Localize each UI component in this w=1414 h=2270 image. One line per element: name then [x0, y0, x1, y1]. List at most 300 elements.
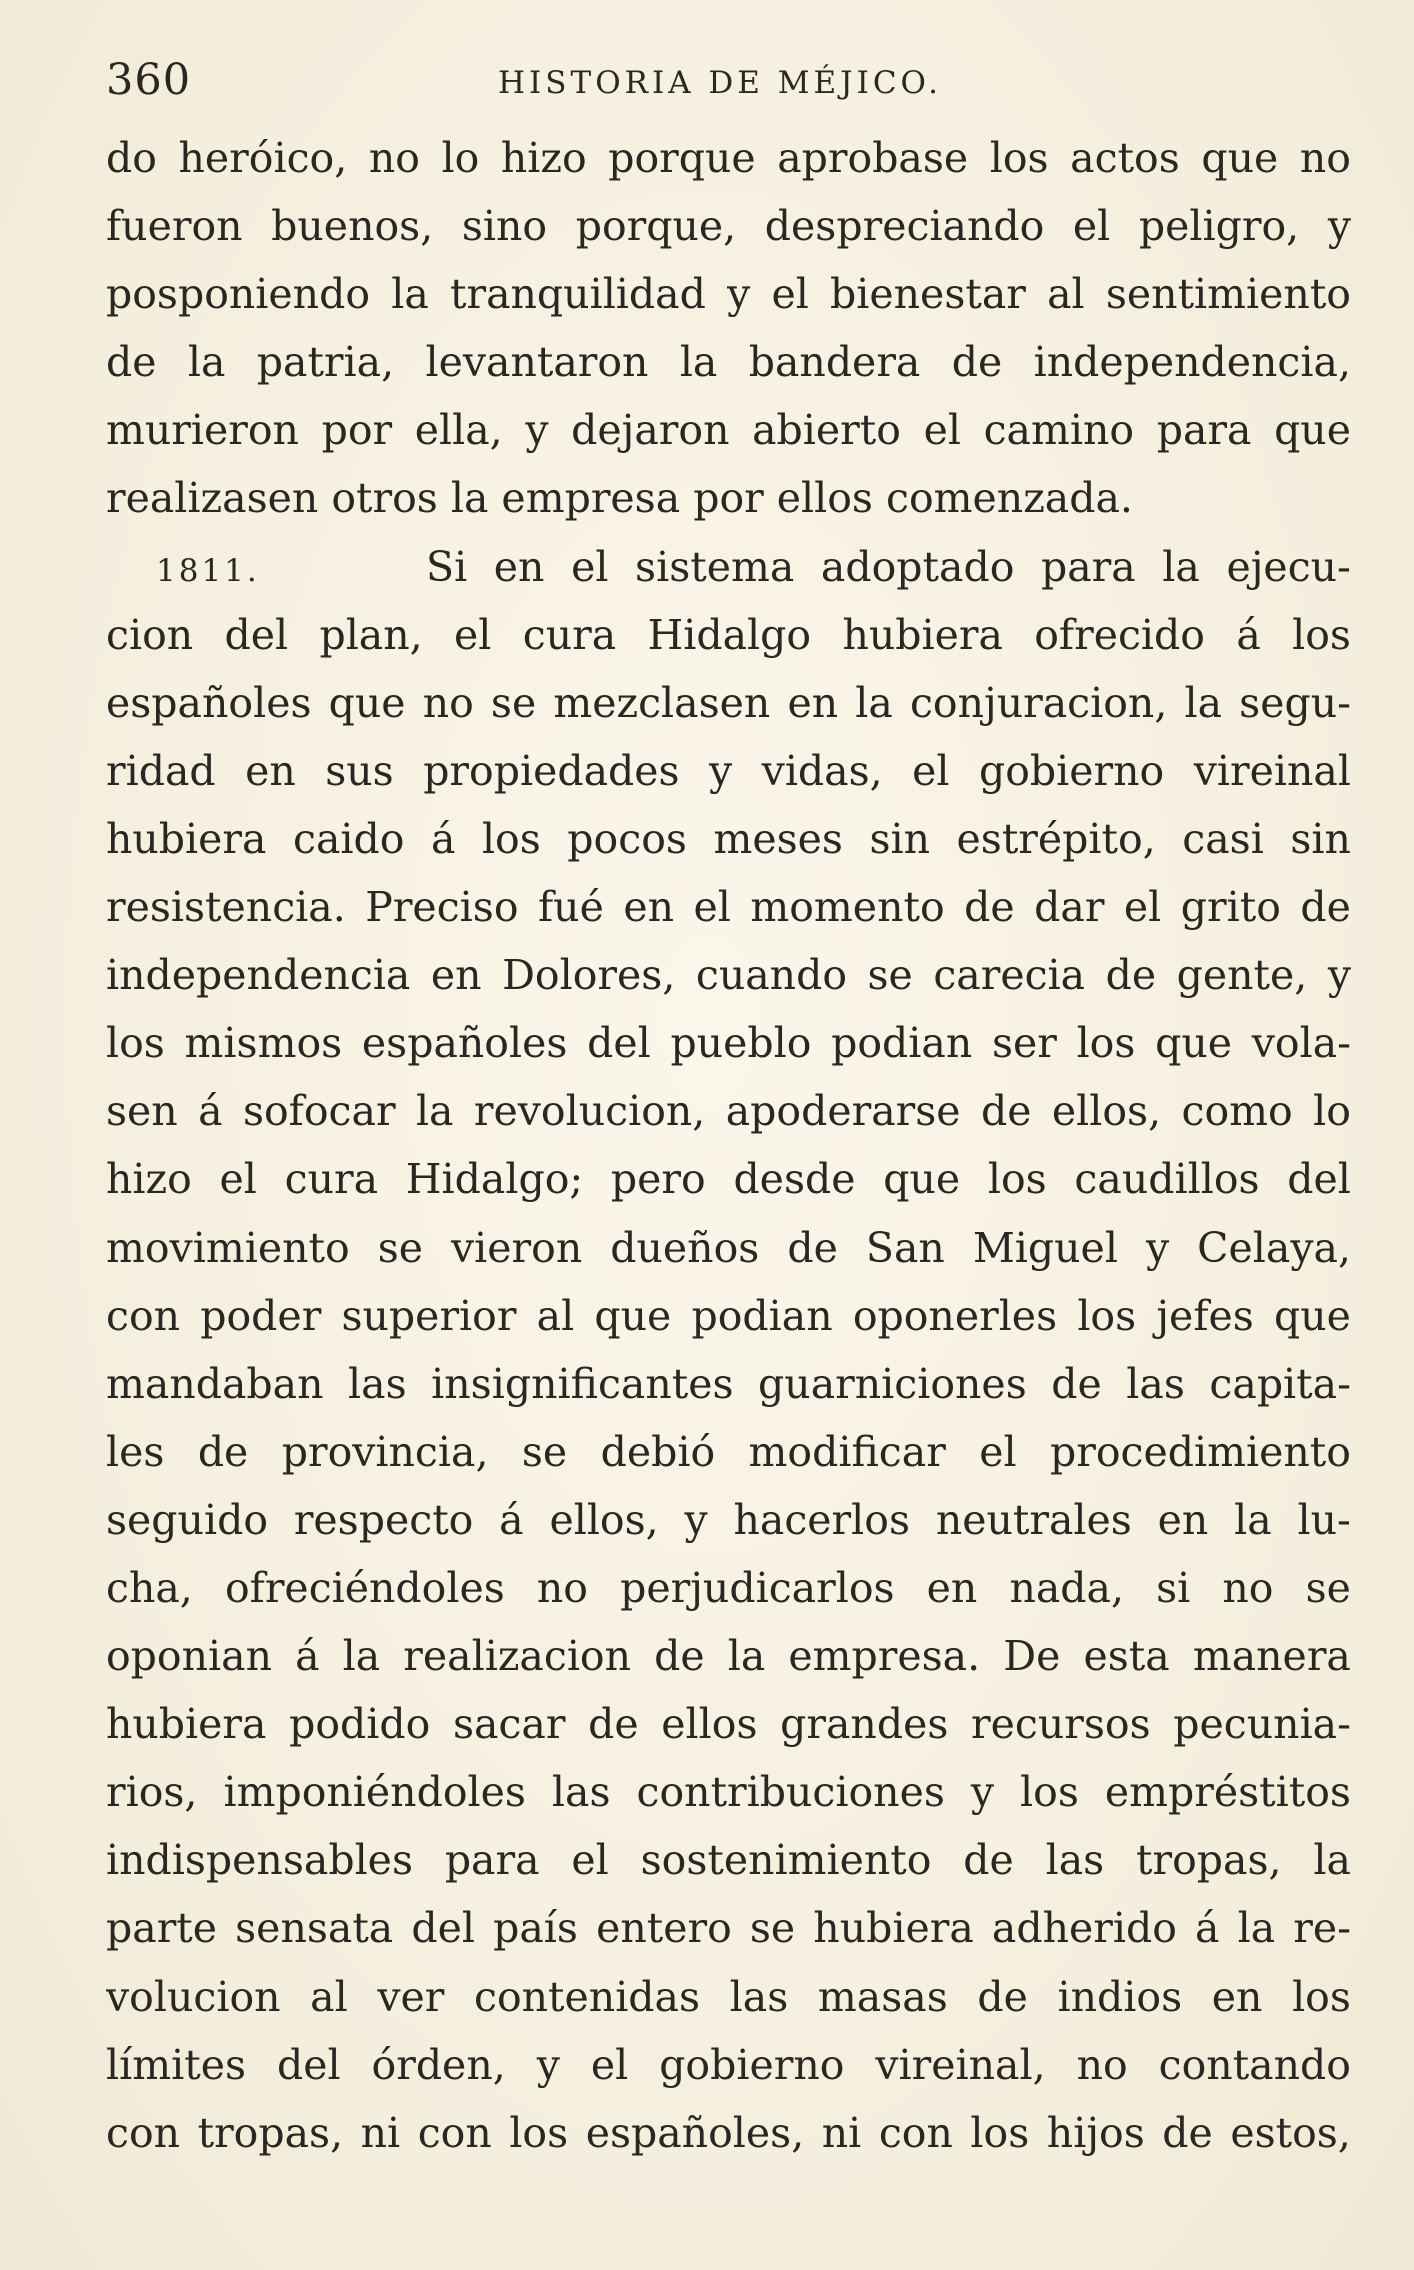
- word: bienestar: [830, 270, 1026, 319]
- word: para: [1040, 542, 1136, 591]
- word: podian: [691, 1291, 833, 1340]
- word: á: [1236, 610, 1261, 659]
- word: conjuracion,: [909, 678, 1168, 727]
- word: españoles: [361, 1019, 568, 1068]
- word: los: [509, 2108, 569, 2157]
- word: lo: [1313, 1087, 1351, 1136]
- word: ser: [991, 1019, 1057, 1068]
- word: contenidas: [474, 1972, 701, 2021]
- word: podido: [289, 1700, 431, 1749]
- text-line: [106, 1145, 1351, 1213]
- word: el: [454, 610, 492, 659]
- word: neutrales: [935, 1495, 1132, 1544]
- word: las: [348, 1359, 407, 1408]
- word: se: [867, 951, 913, 1000]
- text-line: [106, 1963, 1351, 2031]
- word: ellos: [661, 1700, 758, 1749]
- word: las: [1045, 1836, 1105, 1885]
- word: del: [411, 1904, 475, 1953]
- text-line: [106, 1214, 1351, 1282]
- word: sen: [106, 1087, 178, 1136]
- word: plan,: [319, 610, 423, 659]
- word: la: [1162, 542, 1200, 591]
- word: sistema: [635, 542, 795, 591]
- word: rios,: [106, 1768, 198, 1817]
- word: empresa.: [788, 1632, 981, 1681]
- word: con: [106, 2108, 181, 2157]
- word: sus: [325, 746, 394, 795]
- word: sacar: [452, 1700, 566, 1749]
- word: que: [1201, 134, 1279, 182]
- word: de: [977, 1972, 1028, 2021]
- word: de: [1162, 2108, 1213, 2157]
- word: fué: [537, 883, 604, 932]
- word: la: [342, 1632, 381, 1681]
- word: independencia: [106, 951, 411, 1000]
- year-marker: 1811.: [156, 552, 260, 589]
- word: estos,: [1230, 2108, 1351, 2157]
- word: el: [771, 270, 809, 319]
- word: el: [1072, 202, 1111, 251]
- word: de: [197, 1427, 249, 1476]
- word: límites: [106, 2040, 246, 2089]
- word: los: [970, 2108, 1030, 2157]
- word: masas: [817, 1972, 948, 2021]
- text-line: [106, 2031, 1351, 2099]
- word: respecto: [293, 1495, 474, 1544]
- text-line: [106, 1894, 1351, 1962]
- word: porque,: [575, 202, 737, 251]
- word: grito: [1180, 883, 1281, 932]
- word: grandes: [780, 1700, 949, 1749]
- word: porque: [608, 134, 756, 182]
- word: los: [1077, 1291, 1137, 1340]
- word: Preciso: [365, 883, 519, 932]
- word: actos: [1070, 134, 1180, 182]
- word: camino: [983, 406, 1135, 455]
- paragraph-2: [106, 533, 1351, 2167]
- word: indispensables: [106, 1836, 413, 1885]
- page-header: [106, 50, 1351, 110]
- word: la: [391, 270, 429, 319]
- text-line: [106, 737, 1351, 805]
- word: San: [865, 1223, 945, 1272]
- word: hacerlos: [733, 1495, 910, 1544]
- word: dar: [1034, 883, 1105, 932]
- word: en: [623, 883, 674, 932]
- word: sentimiento: [1105, 270, 1351, 319]
- word: hijos: [1046, 2108, 1145, 2157]
- word: no: [1299, 134, 1351, 182]
- paragraph-1: [106, 124, 1351, 533]
- word: momento: [750, 883, 945, 932]
- word: superior: [341, 1291, 517, 1340]
- word: mandaban: [106, 1359, 324, 1408]
- word: fueron: [106, 202, 243, 251]
- word: pecunia-: [1173, 1700, 1351, 1749]
- word: tropas,: [1136, 1836, 1282, 1885]
- word: de: [787, 1223, 838, 1272]
- word: los: [481, 814, 541, 863]
- word: á: [1195, 1904, 1220, 1953]
- word: que: [594, 1291, 672, 1340]
- text-line: [106, 2099, 1351, 2167]
- word: contando: [1158, 2040, 1351, 2089]
- word: la: [1234, 1495, 1272, 1544]
- word: bandera: [748, 338, 921, 387]
- word: hubiera: [813, 1904, 974, 1953]
- word: insignificantes: [431, 1359, 734, 1408]
- word: vola-: [1251, 1019, 1351, 1068]
- word: de: [654, 1632, 705, 1681]
- word: si: [1156, 1563, 1191, 1612]
- word: á: [295, 1632, 320, 1681]
- word: perjudicarlos: [620, 1563, 895, 1612]
- word: que: [883, 1155, 961, 1204]
- word: á: [198, 1087, 223, 1136]
- text-line: [106, 1554, 1351, 1622]
- word: cha,: [106, 1563, 193, 1612]
- word: estrépito,: [956, 814, 1156, 863]
- text-line: [106, 941, 1351, 1009]
- word: al: [1047, 270, 1085, 319]
- word: las: [551, 1768, 611, 1817]
- word: recursos: [971, 1700, 1151, 1749]
- word: del: [1287, 1155, 1351, 1204]
- word: jefes: [1156, 1291, 1254, 1340]
- word: re-: [1293, 1904, 1351, 1953]
- text-line: [106, 1282, 1351, 1350]
- word: vidas,: [761, 746, 883, 795]
- text-line: [106, 1418, 1351, 1486]
- word: en: [926, 1563, 978, 1612]
- word: gobierno: [659, 2040, 845, 2089]
- word: que: [1274, 1291, 1351, 1340]
- word: al: [536, 1291, 575, 1340]
- word: se: [377, 1223, 423, 1272]
- word: los: [1076, 1019, 1136, 1068]
- word: la: [187, 338, 226, 387]
- word: imponiéndoles: [223, 1768, 526, 1817]
- word: se: [490, 678, 537, 727]
- word: capita-: [1209, 1359, 1351, 1408]
- word: de: [588, 1700, 639, 1749]
- word: seguido: [106, 1495, 268, 1544]
- word: De: [1003, 1632, 1061, 1681]
- text-line: [426, 533, 1351, 601]
- word: Miguel: [972, 1223, 1118, 1272]
- word: del: [587, 1019, 651, 1068]
- word: posponiendo: [106, 270, 371, 319]
- word: los: [1292, 1972, 1351, 2021]
- word: propiedades: [423, 746, 680, 795]
- word: cura: [284, 1155, 379, 1204]
- word: de: [964, 883, 1015, 932]
- word: de: [1105, 951, 1157, 1000]
- word: los: [1292, 610, 1351, 659]
- word: españoles: [106, 678, 312, 727]
- text-line: [106, 601, 1351, 669]
- word: ellos,: [549, 1495, 659, 1544]
- word: desde: [733, 1155, 856, 1204]
- word: no: [1076, 2040, 1128, 2089]
- word: heróico,: [178, 134, 348, 182]
- word: volucion: [106, 1972, 281, 2021]
- word: los: [1020, 1768, 1079, 1817]
- word: gente,: [1176, 951, 1308, 1000]
- text-line: [106, 873, 1351, 941]
- word: de: [963, 1836, 1014, 1885]
- word: el: [923, 406, 961, 455]
- text-line: [106, 1350, 1351, 1418]
- word: en: [245, 746, 296, 795]
- word: y: [970, 1768, 995, 1817]
- word: lo: [441, 134, 480, 182]
- word: meses: [713, 814, 843, 863]
- word: modificar: [748, 1427, 946, 1476]
- text-line: [106, 1758, 1351, 1826]
- word: y: [1145, 1223, 1170, 1272]
- word: independencia,: [1033, 338, 1351, 387]
- word: se: [749, 1904, 796, 1953]
- word: casi: [1182, 814, 1264, 863]
- word: debió: [600, 1427, 716, 1476]
- page-number: 360: [106, 55, 192, 105]
- word: adoptado: [820, 542, 1015, 591]
- word: en: [787, 678, 839, 727]
- word: con: [417, 2108, 492, 2157]
- word: cion: [106, 610, 194, 659]
- word: que: [1155, 1019, 1233, 1068]
- word: movimiento: [106, 1223, 350, 1272]
- word: con: [878, 2108, 953, 2157]
- word: manera: [1192, 1632, 1351, 1681]
- word: la: [415, 1087, 454, 1136]
- word: ridad: [106, 746, 216, 795]
- word: del: [276, 2040, 341, 2089]
- word: el: [219, 1155, 257, 1204]
- word: peligro,: [1138, 202, 1300, 251]
- word: la: [855, 678, 893, 727]
- word: dueños: [610, 1223, 760, 1272]
- word: en: [1211, 1972, 1263, 2021]
- word: dejaron: [571, 406, 730, 455]
- word: ofrecido: [1034, 610, 1205, 659]
- word: hubiera: [106, 1700, 267, 1749]
- word: ni: [360, 2108, 401, 2157]
- word: para: [444, 1836, 540, 1885]
- word: lu-: [1297, 1495, 1351, 1544]
- word: ver: [377, 1972, 445, 2021]
- word: buenos,: [271, 202, 434, 251]
- text-line: [106, 192, 1351, 260]
- text-line: realizasen otros la empresa por ellos comenzada.: [106, 474, 1133, 523]
- text-line: [106, 1077, 1351, 1145]
- word: Hidalgo: [647, 610, 812, 659]
- word: caido: [293, 814, 405, 863]
- word: las: [1126, 1359, 1185, 1408]
- word: para: [1156, 406, 1252, 455]
- word: no: [1222, 1563, 1274, 1612]
- word: poder: [200, 1291, 322, 1340]
- word: se: [521, 1427, 568, 1476]
- word: abierto: [752, 406, 901, 455]
- text-line: [106, 1486, 1351, 1554]
- word: vieron: [451, 1223, 583, 1272]
- word: indios: [1057, 1972, 1183, 2021]
- word: los: [989, 134, 1049, 182]
- word: el: [1123, 883, 1162, 932]
- word: la: [1184, 678, 1223, 727]
- word: oponerles: [852, 1291, 1058, 1340]
- word: ni: [821, 2108, 862, 2157]
- text-line: [106, 396, 1351, 464]
- word: que: [328, 678, 406, 727]
- word: órden,: [371, 2040, 506, 2089]
- word: aprobase: [777, 134, 969, 182]
- word: entero: [596, 1904, 732, 1953]
- word: á: [499, 1495, 524, 1544]
- word: revolucion,: [473, 1087, 706, 1136]
- word: mezclasen: [553, 678, 771, 727]
- word: los: [987, 1155, 1047, 1204]
- text-line: [106, 1690, 1351, 1758]
- word: el: [571, 1836, 609, 1885]
- word: provincia,: [281, 1427, 489, 1476]
- text-line: [106, 1826, 1351, 1894]
- word: resistencia.: [106, 883, 346, 932]
- word: de: [951, 338, 1003, 387]
- word: y: [1327, 951, 1351, 1000]
- word: murieron: [106, 406, 299, 455]
- word: la: [1237, 1904, 1276, 1953]
- word: despreciando: [764, 202, 1045, 251]
- word: podian: [831, 1019, 973, 1068]
- word: país: [493, 1904, 578, 1953]
- word: pueblo: [670, 1019, 812, 1068]
- word: segu-: [1239, 678, 1351, 727]
- word: ofreciéndoles: [224, 1563, 505, 1612]
- text-line: [106, 669, 1351, 737]
- word: sensata: [235, 1904, 394, 1953]
- word: les: [106, 1427, 165, 1476]
- text-line: [106, 124, 1351, 192]
- word: y: [1327, 202, 1351, 251]
- word: de: [1051, 1359, 1102, 1408]
- word: el: [571, 542, 609, 591]
- word: procedimiento: [1049, 1427, 1351, 1476]
- word: pero: [610, 1155, 706, 1204]
- text-line: [106, 260, 1351, 328]
- word: sin: [869, 814, 931, 863]
- word: oponian: [106, 1632, 272, 1681]
- word: el: [590, 2040, 629, 2089]
- word: las: [729, 1972, 789, 2021]
- word: adherido: [991, 1904, 1177, 1953]
- word: españoles,: [585, 2108, 805, 2157]
- word: tranquilidad: [450, 270, 706, 319]
- word: del: [224, 610, 289, 659]
- word: no: [536, 1563, 588, 1612]
- word: con: [106, 1291, 181, 1340]
- word: pocos: [567, 814, 687, 863]
- word: los: [106, 1019, 165, 1068]
- word: gobierno: [979, 746, 1165, 795]
- word: guarniciones: [758, 1359, 1027, 1408]
- word: hizo: [106, 1155, 192, 1204]
- word: ejecu-: [1226, 542, 1351, 591]
- word: por: [321, 406, 393, 455]
- word: la: [679, 338, 718, 387]
- word: la: [727, 1632, 766, 1681]
- word: hubiera: [106, 814, 267, 863]
- word: y: [684, 1495, 708, 1544]
- word: caudillos: [1074, 1155, 1260, 1204]
- word: y: [727, 270, 751, 319]
- word: al: [310, 1972, 348, 2021]
- word: no: [422, 678, 474, 727]
- word: apoderarse: [725, 1087, 961, 1136]
- word: de: [980, 1087, 1032, 1136]
- text-line: [106, 805, 1351, 873]
- text-line-with-year: [106, 533, 1351, 601]
- word: el: [912, 746, 950, 795]
- word: patria,: [256, 338, 395, 387]
- body-text: [106, 124, 1351, 2167]
- word: mismos: [184, 1019, 343, 1068]
- word: se: [1305, 1563, 1351, 1612]
- word: que: [1274, 406, 1351, 455]
- word: ella,: [414, 406, 503, 455]
- word: á: [430, 814, 456, 863]
- word: la: [1313, 1836, 1351, 1885]
- word: nada,: [1009, 1563, 1125, 1612]
- word: de: [106, 338, 157, 387]
- word: en: [1157, 1495, 1209, 1544]
- text-line: [106, 1622, 1351, 1690]
- word: vireinal: [1193, 746, 1351, 795]
- word: en: [430, 951, 482, 1000]
- word: Hidalgo;: [405, 1155, 584, 1204]
- word: contribuciones: [636, 1768, 945, 1817]
- word: sostenimiento: [640, 1836, 932, 1885]
- word: realizacion: [403, 1632, 632, 1681]
- word: tropas,: [197, 2108, 344, 2157]
- word: vireinal,: [875, 2040, 1046, 2089]
- word: hizo: [500, 134, 587, 182]
- text-line: [106, 1009, 1351, 1077]
- word: hubiera: [842, 610, 1003, 659]
- word: y: [525, 406, 549, 455]
- word: cuando: [695, 951, 848, 1000]
- word: sin: [1290, 814, 1351, 863]
- word: como: [1181, 1087, 1293, 1136]
- text-line: [106, 328, 1351, 396]
- word: sino: [461, 202, 548, 251]
- word: parte: [106, 1904, 218, 1953]
- word: Si: [426, 542, 468, 591]
- word: Dolores,: [502, 951, 676, 1000]
- word: do: [106, 134, 157, 182]
- word: el: [693, 883, 731, 932]
- word: en: [493, 542, 545, 591]
- word: de: [1300, 883, 1351, 932]
- word: no: [368, 134, 420, 182]
- word: empréstitos: [1104, 1768, 1351, 1817]
- word: esta: [1083, 1632, 1170, 1681]
- word: ellos,: [1051, 1087, 1162, 1136]
- word: y: [709, 746, 733, 795]
